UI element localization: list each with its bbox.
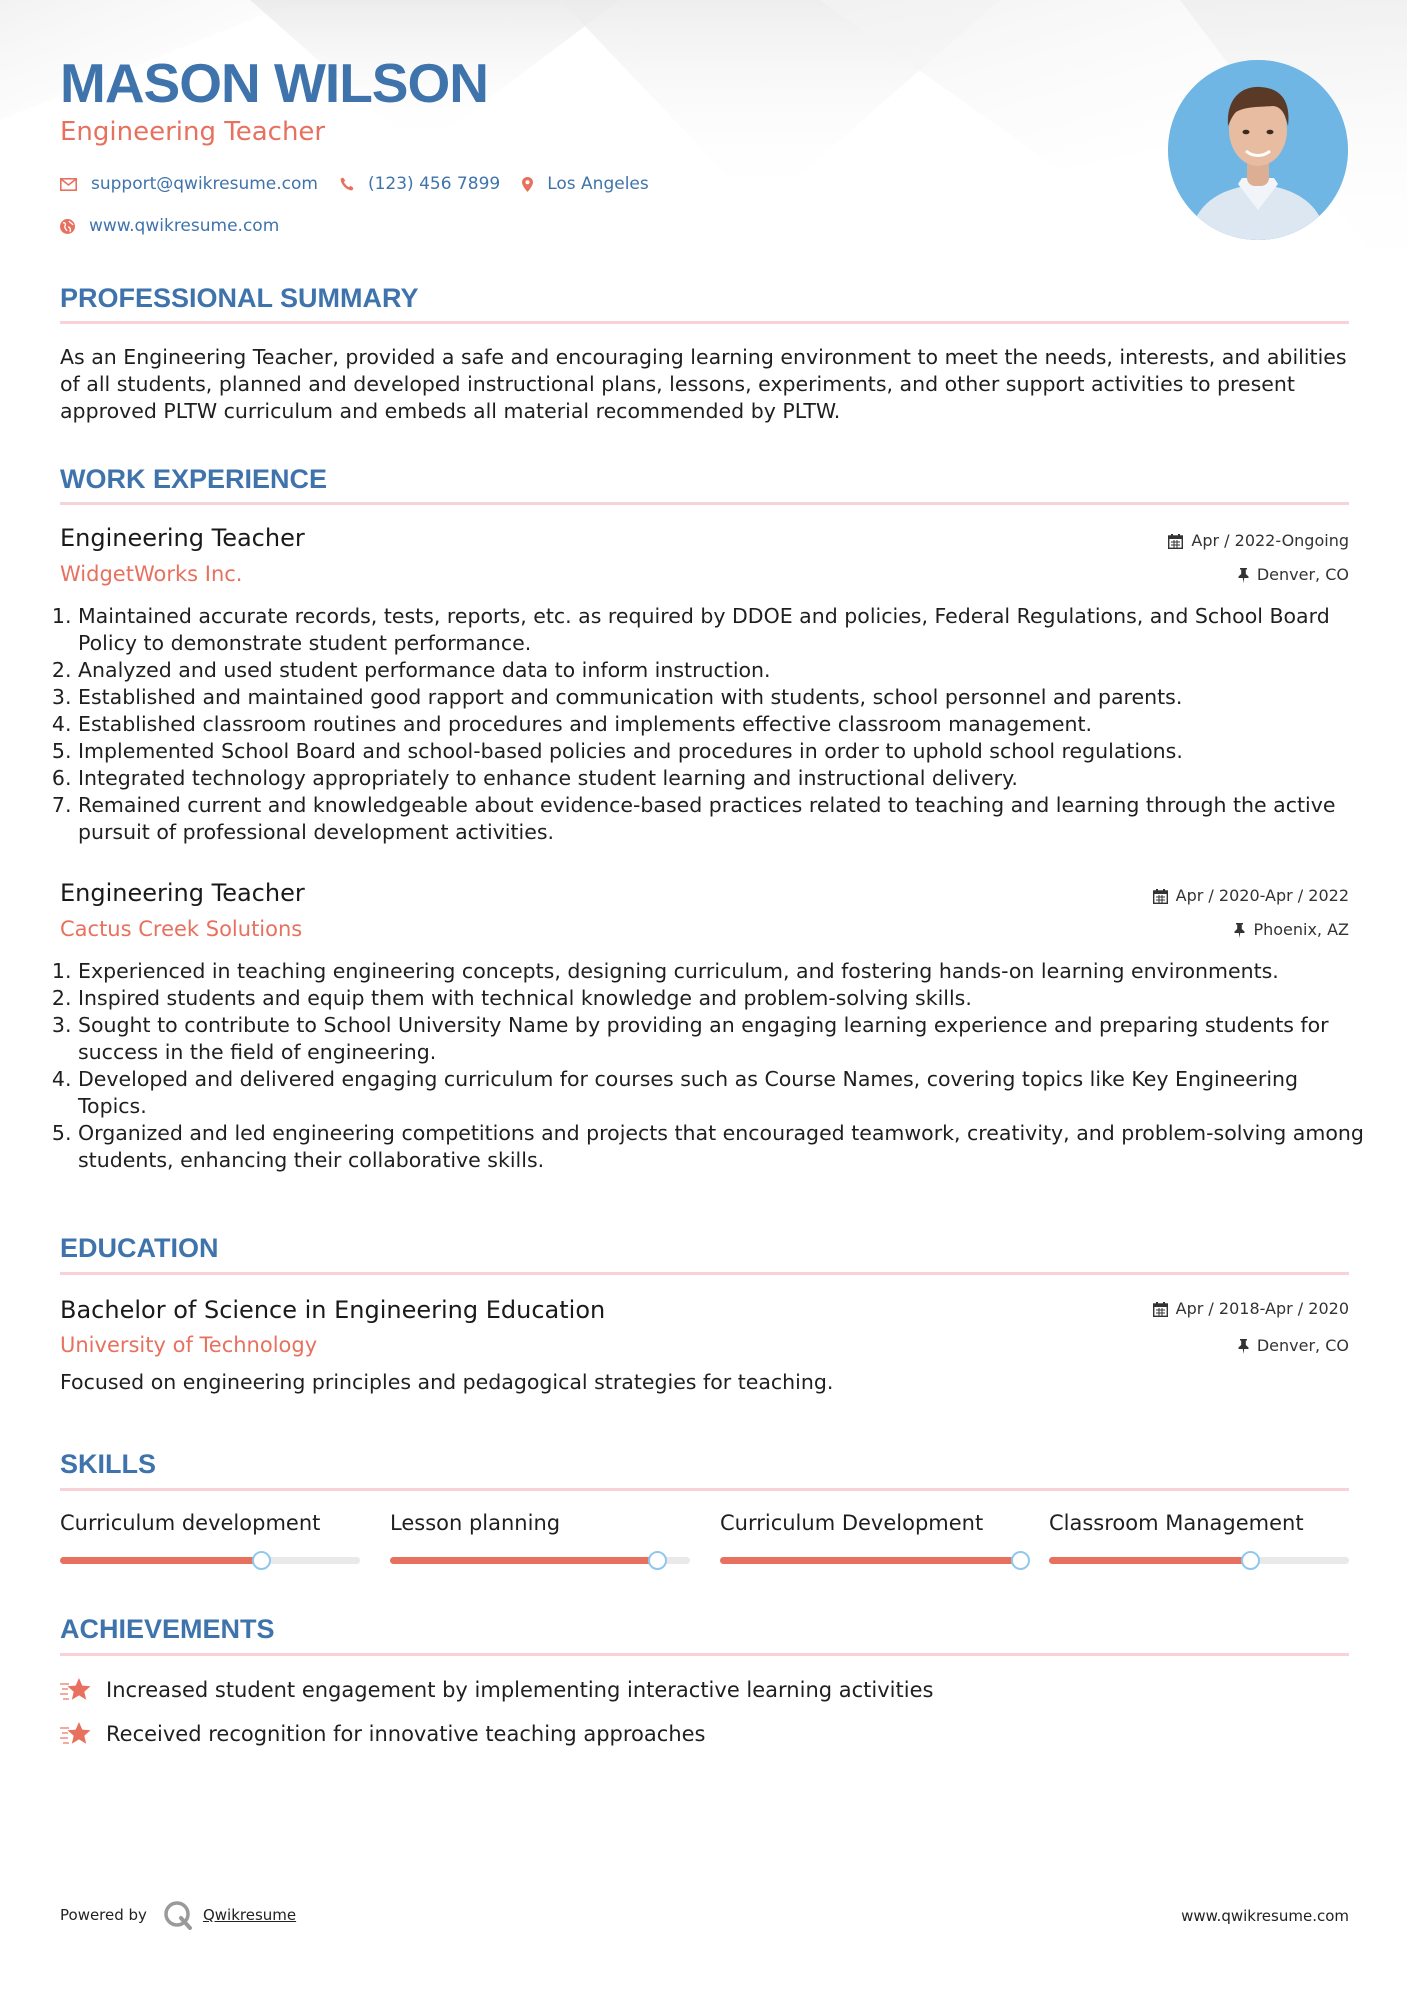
skill-item <box>720 1513 1020 1534</box>
phone-text: (123) 456 7899 <box>367 174 501 194</box>
job-bullets <box>60 958 1367 1174</box>
job-company: WidgetWorks Inc. <box>60 562 243 586</box>
skill-item <box>1049 1513 1349 1534</box>
list-item: 3. Established and maintained good rapport and communication with students, school personnel and parents. <box>78 684 1367 711</box>
list-item: 5. Organized and led engineering competitions and projects that encouraged teamwork, creativity, and problem-solving among students, enhancing their collaborative skills. <box>78 1120 1367 1174</box>
skill-bar-knob <box>1011 1551 1030 1570</box>
list-item: 3. Sought to contribute to School University Name by providing an engaging learning experience and preparing students for success in the field of engineering. <box>78 1012 1367 1066</box>
job-dates-text: Apr / 2020-Apr / 2022 <box>1175 886 1349 905</box>
list-item: 1. Experienced in teaching engineering concepts, designing curriculum, and fostering hands-on learning environments. <box>78 958 1367 985</box>
degree-title: Bachelor of Science in Engineering Education <box>60 1296 606 1324</box>
qwikresume-logo-icon <box>163 1900 193 1930</box>
section-divider <box>60 502 1349 505</box>
list-item: 4. Established classroom routines and procedures and implements effective classroom management. <box>78 711 1367 738</box>
email-text: support@qwikresume.com <box>91 174 318 194</box>
phone-item[interactable] <box>340 174 500 194</box>
education-dates-text: Apr / 2018-Apr / 2020 <box>1175 1299 1349 1318</box>
website-text: www.qwikresume.com <box>89 216 280 236</box>
section-divider <box>60 1272 1349 1275</box>
job-title: Engineering Teacher <box>60 879 305 907</box>
envelope-icon <box>60 178 77 191</box>
email-item[interactable] <box>60 174 318 194</box>
job-dates-text: Apr / 2022-Ongoing <box>1191 531 1349 550</box>
job-bullets <box>60 603 1367 846</box>
skill-item <box>390 1513 690 1534</box>
globe-icon <box>60 219 75 234</box>
skill-name: Curriculum development <box>60 1511 321 1535</box>
skill-bar-knob <box>648 1551 667 1570</box>
footer-powered-by <box>60 1900 296 1930</box>
website-row <box>60 216 301 236</box>
skill-bar-knob <box>252 1551 271 1570</box>
summary-text: As an Engineering Teacher, provided a safe and encouraging learning environment to meet the needs, interests, and abilities of all students, planned and developed instructional plans, lessons, experiments, and other support activities to present approved PLTW curriculum and embeds all material recommended by PLTW. <box>60 345 1347 423</box>
skill-bar <box>1049 1557 1349 1564</box>
section-divider <box>60 321 1349 324</box>
skill-bar-knob <box>1241 1551 1260 1570</box>
location-text: Los Angeles <box>547 174 649 194</box>
skill-item <box>60 1513 360 1534</box>
education-description: Focused on engineering principles and pedagogical strategies for teaching. <box>60 1370 834 1394</box>
footer-website[interactable]: www.qwikresume.com <box>1181 1907 1349 1925</box>
calendar-icon <box>1168 534 1183 549</box>
job-location <box>1234 922 1349 938</box>
candidate-name: MASON WILSON <box>60 52 488 114</box>
skill-bar-fill <box>1049 1557 1250 1564</box>
phone-icon <box>340 177 354 191</box>
pushpin-icon <box>1238 568 1249 583</box>
pushpin-icon <box>1238 1339 1249 1354</box>
candidate-title: Engineering Teacher <box>60 117 326 147</box>
list-item: 4. Developed and delivered engaging curriculum for courses such as Course Names, covering topics like Key Engineering Topics. <box>78 1066 1367 1120</box>
pushpin-icon <box>1234 923 1245 938</box>
skill-name: Curriculum Development <box>720 1511 984 1535</box>
list-item: 1. Maintained accurate records, tests, reports, etc. as required by DDOE and policies, Federal Regulations, and School Board Policy to demonstrate student performance. <box>78 603 1367 657</box>
summary-heading: PROFESSIONAL SUMMARY <box>60 283 419 313</box>
skill-bar <box>720 1557 1020 1564</box>
skill-bar-fill <box>60 1557 261 1564</box>
list-item: 2. Analyzed and used student performance data to inform instruction. <box>78 657 1367 684</box>
calendar-icon <box>1153 889 1168 904</box>
education-location-text: Denver, CO <box>1256 1336 1349 1355</box>
job-location-text: Denver, CO <box>1256 565 1349 584</box>
achievement-text: Increased student engagement by implementing interactive learning activities <box>106 1678 934 1702</box>
qwikresume-link[interactable]: Qwikresume <box>202 1906 297 1924</box>
achievement-item <box>60 1677 933 1703</box>
skill-bar-fill <box>390 1557 657 1564</box>
job-dates <box>1153 888 1349 904</box>
education-location <box>1238 1338 1349 1354</box>
skill-bar <box>390 1557 690 1564</box>
section-divider <box>60 1488 1349 1491</box>
list-item: 6. Integrated technology appropriately to enhance student learning and instructional delivery. <box>78 765 1367 792</box>
website-item[interactable] <box>60 216 279 236</box>
education-dates <box>1153 1301 1349 1317</box>
job-location <box>1238 567 1349 583</box>
job-dates <box>1168 533 1349 549</box>
skill-bar <box>60 1557 360 1564</box>
skill-bar-fill <box>720 1557 1020 1564</box>
map-pin-icon <box>522 177 533 192</box>
list-item: 7. Remained current and knowledgeable about evidence-based practices related to teaching and learning through the active pursuit of professional development activities. <box>78 792 1367 846</box>
job-title: Engineering Teacher <box>60 524 305 552</box>
calendar-icon <box>1153 1302 1168 1317</box>
job-location-text: Phoenix, AZ <box>1253 920 1349 939</box>
achievement-text: Received recognition for innovative teaching approaches <box>106 1722 706 1746</box>
skill-name: Classroom Management <box>1049 1511 1304 1535</box>
experience-heading: WORK EXPERIENCE <box>60 464 328 494</box>
contact-row <box>60 174 671 194</box>
powered-by-text: Powered by <box>60 1906 147 1924</box>
achievements-heading: ACHIEVEMENTS <box>60 1614 275 1644</box>
star-icon <box>60 1721 92 1747</box>
achievement-item <box>60 1721 705 1747</box>
skills-heading: SKILLS <box>60 1449 157 1479</box>
skill-name: Lesson planning <box>390 1511 561 1535</box>
avatar-illustration <box>1168 60 1348 240</box>
list-item: 5. Implemented School Board and school-based policies and procedures in order to uphold school regulations. <box>78 738 1367 765</box>
profile-photo <box>1168 60 1348 240</box>
education-heading: EDUCATION <box>60 1233 219 1263</box>
section-divider <box>60 1653 1349 1656</box>
job-company: Cactus Creek Solutions <box>60 917 303 941</box>
list-item: 2. Inspired students and equip them with technical knowledge and problem-solving skills. <box>78 985 1367 1012</box>
star-icon <box>60 1677 92 1703</box>
school-name: University of Technology <box>60 1333 318 1357</box>
location-item <box>522 174 649 194</box>
